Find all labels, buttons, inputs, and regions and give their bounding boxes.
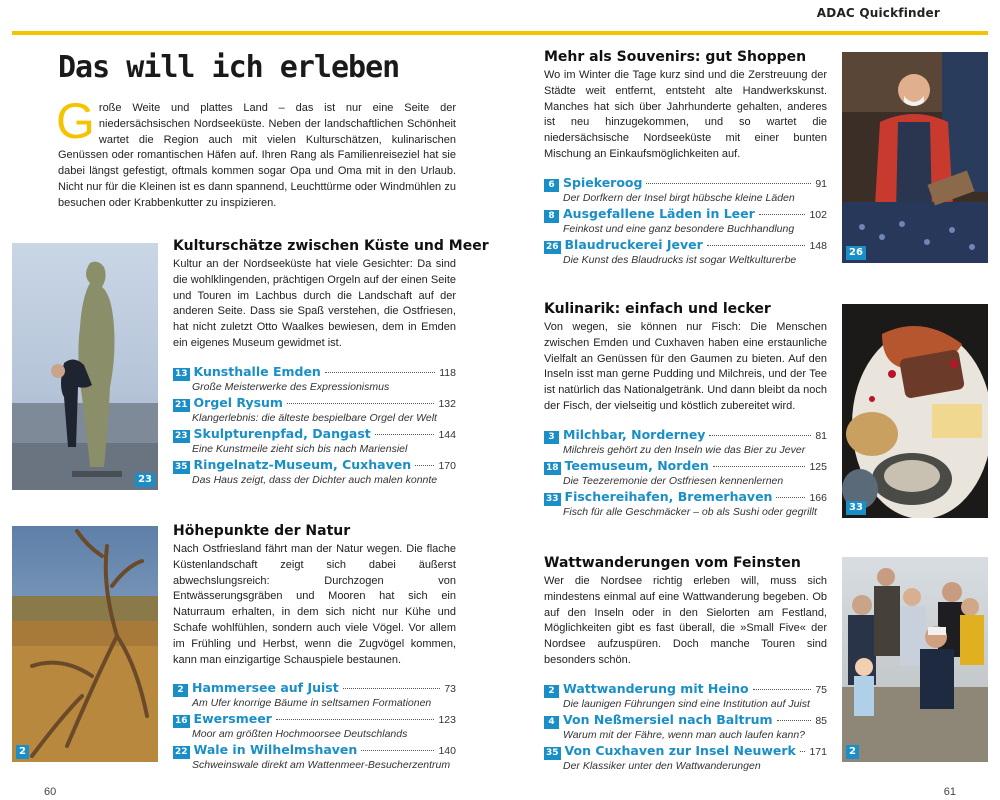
entry-page: 81 — [815, 429, 827, 442]
entry[interactable] — [173, 395, 456, 425]
section-shoppen — [544, 49, 827, 268]
entry-number: 8 — [544, 210, 559, 223]
page-number-left: 60 — [44, 786, 57, 798]
photo-badge: 26 — [846, 246, 866, 260]
entry-title[interactable]: Wale in Wilhelmshaven — [193, 742, 358, 758]
entry-page: 85 — [815, 714, 827, 727]
leader-dots — [800, 751, 806, 752]
leader-dots — [415, 465, 434, 466]
entry[interactable] — [544, 427, 827, 457]
entry-page: 144 — [438, 428, 456, 441]
entry-page: 166 — [809, 491, 827, 504]
entry-page: 132 — [438, 397, 456, 410]
entry-description: Milchreis gehört zu den Inseln wie das Bier zu Jever — [563, 443, 806, 456]
photo-badge: 2 — [16, 745, 29, 759]
entry-description: Moor am größten Hochmoorsee Deutschlands — [192, 728, 408, 741]
entry[interactable] — [544, 206, 827, 236]
entry-page: 118 — [439, 366, 456, 379]
section-title: Kulturschätze zwischen Küste und Meer — [173, 238, 489, 254]
entry-number: 6 — [544, 179, 559, 192]
leader-dots — [375, 434, 435, 435]
entry-title[interactable]: Orgel Rysum — [193, 394, 283, 410]
intro-paragraph — [56, 93, 456, 212]
entry-title[interactable]: Fischereihafen, Bremerhaven — [564, 488, 773, 504]
leader-dots — [361, 750, 434, 751]
entry[interactable] — [544, 175, 827, 205]
entry-description: Die Kunst des Blaudrucks ist sogar Weltkulturerbe — [563, 253, 797, 266]
entry-page: 125 — [809, 460, 827, 473]
entry-list — [544, 427, 827, 519]
entry-number: 16 — [175, 716, 188, 727]
entry-number: 2 — [544, 685, 559, 698]
page-title: Das will ich erleben — [58, 50, 400, 85]
entry-title[interactable]: Ausgefallene Läden in Leer — [563, 205, 755, 221]
entry-number: 26 — [546, 241, 559, 252]
entry-page: 123 — [438, 714, 456, 727]
entry-title[interactable]: Ringelnatz-Museum, Cuxhaven — [193, 456, 412, 472]
entry[interactable] — [173, 742, 456, 772]
leader-dots — [276, 719, 435, 720]
entry-page: 170 — [438, 459, 456, 472]
entry[interactable] — [544, 712, 827, 742]
entry[interactable] — [173, 426, 456, 456]
entry-list — [544, 681, 827, 773]
entry-page: 91 — [815, 177, 827, 190]
entry-description: Fisch für alle Geschmäcker – ob als Sushi oder gegrillt — [563, 505, 817, 518]
section-kulinarik — [544, 301, 827, 520]
entry-title[interactable]: Skulpturenpfad, Dangast — [193, 425, 371, 441]
entry-page: 171 — [809, 745, 827, 758]
photo-badge: 33 — [846, 501, 866, 515]
entry-title[interactable]: Ewersmeer — [193, 711, 272, 727]
photo-badge: 2 — [846, 745, 859, 759]
entry-number: 33 — [546, 493, 559, 504]
entry-number: 3 — [544, 431, 559, 444]
entry[interactable] — [173, 680, 456, 710]
entry[interactable] — [544, 237, 827, 267]
leader-dots — [709, 435, 811, 436]
entry-list — [173, 364, 456, 487]
entry-list — [173, 680, 456, 772]
entry-description: Der Dorfkern der Insel birgt hübsche kleine Läden — [563, 191, 795, 204]
entry-description: Die launigen Führungen sind eine Institution auf Juist — [563, 697, 810, 710]
entry[interactable] — [544, 681, 827, 711]
entry-description: Der Klassiker unter den Wattwanderungen — [563, 759, 761, 772]
section-title: Wattwanderungen vom Feinsten — [544, 555, 801, 571]
entry-title[interactable]: Teemuseum, Norden — [564, 457, 709, 473]
entry-number: 35 — [546, 747, 559, 758]
page-number-right: 61 — [943, 786, 956, 798]
section-title: Höhepunkte der Natur — [173, 523, 351, 539]
leader-dots — [759, 214, 806, 215]
section-title: Kulinarik: einfach und lecker — [544, 301, 771, 317]
entry-description: Klangerlebnis: die älteste bespielbare Orgel der Welt — [192, 411, 437, 424]
entry-title[interactable]: Von Cuxhaven zur Insel Neuwerk — [564, 742, 796, 758]
header-rule — [12, 31, 988, 35]
leader-dots — [753, 689, 812, 690]
entry-title[interactable]: Spiekeroog — [563, 174, 643, 190]
wattwanderung-image — [842, 557, 988, 762]
entry[interactable] — [173, 711, 456, 741]
nature-image — [12, 526, 158, 762]
entry-title[interactable]: Wattwanderung mit Heino — [563, 680, 749, 696]
leader-dots — [713, 466, 806, 467]
entry-page: 75 — [815, 683, 827, 696]
section-body: Nach Ostfriesland fährt man der Natur wegen. Die flache Küstenlandschaft zeigt sich dabei äußerst abwechslungsreich: Durchzogen von Entwässerungsgräben und Mooren hat sich ein Naturraum erhalten, in dem sich nicht nur Kühe und Schafe wohlfühlen, sondern auch viele Vögel. Vor allem im Frühling und Herbst, wenn die Zugvögel kommen, kann man einzigartige Schauspiele bestaunen. — [173, 543, 456, 666]
entry-number: 23 — [175, 430, 188, 441]
leader-dots — [343, 688, 441, 689]
section-body: Wo im Winter die Tage kurz sind und die Zerstreuung der Städte weit entfernt, entsteht alte Handwerkskunst. Manches hat sich über Jahrhunderte gehalten, anderes ist neu hinzugekommen, und so wartet die niedersächsische Nordseeküste mit einer bunten Mischung an Einkaufsmöglichkeiten auf. — [544, 69, 827, 160]
blaudruck-image — [842, 52, 988, 263]
photo-wattwanderung — [842, 557, 988, 762]
leader-dots — [707, 245, 806, 246]
entry-title[interactable]: Milchbar, Norderney — [563, 426, 706, 442]
leader-dots — [776, 497, 805, 498]
leader-dots — [646, 183, 811, 184]
entry-number: 13 — [175, 368, 188, 379]
entry-description: Am Ufer knorrige Bäume in seltsamen Formationen — [192, 697, 432, 710]
leader-dots — [325, 372, 435, 373]
section-body: Kultur an der Nordseeküste hat viele Gesichter: Da sind die wohlklingenden, prächtigen Orgeln auf der einen Seite und Touren im Lachbus durch die Landschaft auf der anderen Seite. Dass sie Spaß verstehen, die Ostfriesen, hat nicht zuletzt Otto Waalkes bewiesen, dem in Emden ein eigenes Museum gewidmet ist. — [173, 258, 456, 349]
entry-number: 22 — [175, 747, 188, 758]
photo-blaudruck — [842, 52, 988, 263]
header-label: ADAC Quickfinder — [816, 6, 940, 20]
entry-number: 18 — [546, 462, 559, 473]
entry-number: 35 — [175, 461, 188, 472]
entry-number: 2 — [173, 684, 188, 697]
entry-title[interactable]: Kunsthalle Emden — [193, 363, 321, 379]
entry[interactable] — [544, 458, 827, 488]
entry-list — [544, 175, 827, 267]
intro-text: roße Weite und plattes Land – das ist nur eine Seite der niedersächsischen Nordseeküste. Neben der landschaftlichen Schönheit wartet die Region auch mit vielen Kulturschätzen, kulinarischen Genüssen oder romantischen Häfen auf. Ihren Rang als Familienreiseziel hat sie dabei längst gefestigt, oftmals kommen sogar Opa und Oma mit in den Urlaub. Nicht nur für die Kleinen ist es dann spannend, Leuchttürme oder Windmühlen zu besuchen oder Krabbenkutter zu inspizieren. — [58, 102, 456, 209]
entry[interactable] — [544, 489, 827, 519]
entry-page: 73 — [444, 683, 456, 696]
section-body: Von wegen, sie können nur Fisch: Die Menschen zwischen Emden und Cuxhaven haben eine erstaunliche Vielfalt an Genüssen für den Gaumen zu bieten. Auf den Inseln isst man gerne Pudding und Milchreis, und der Tee ist natürlich das Nationalgetränk. Und dann bleibt da noch der Fisch, der vielseitig und köstlich zubereitet wird. — [544, 321, 827, 412]
leader-dots — [777, 720, 812, 721]
entry-description: Eine Kunstmeile zieht sich bis nach Mariensiel — [192, 442, 408, 455]
entry[interactable] — [544, 743, 827, 773]
drop-cap: G — [56, 93, 95, 149]
food-image — [842, 304, 988, 518]
leader-dots — [287, 403, 435, 404]
photo-food — [842, 304, 988, 518]
entry-description: Schweinswale direkt am Wattenmeer-Besucherzentrum — [192, 759, 451, 772]
section-body: Wer die Nordsee richtig erleben will, muss sich mindestens einmal auf eine Wattwanderung begeben. Ob auf den Inseln oder in den Sielorten am Festland, Möglichkeiten gibt es fast überall, die »Small Five« der Nordsee aufzuspüren. Doch manche Touren sind besonders schön. — [544, 575, 827, 666]
entry-description: Feinkost und eine ganz besondere Buchhandlung — [563, 222, 795, 235]
entry-description: Warum mit der Fähre, wenn man auch laufen kann? — [563, 728, 806, 741]
sculpture-image — [12, 243, 158, 490]
section-kultur — [173, 238, 489, 488]
entry-title[interactable]: Hammersee auf Juist — [192, 680, 339, 696]
entry-page: 148 — [809, 239, 827, 252]
entry-description: Das Haus zeigt, dass der Dichter auch malen konnte — [192, 473, 438, 486]
entry-description: Die Teezeremonie der Ostfriesen kennenlernen — [563, 474, 784, 487]
entry-number: 4 — [544, 716, 559, 729]
entry-page: 102 — [809, 208, 827, 221]
entry-title[interactable]: Blaudruckerei Jever — [564, 236, 703, 252]
section-watt — [544, 555, 827, 774]
entry[interactable] — [173, 457, 456, 487]
entry-description: Große Meisterwerke des Expressionismus — [192, 380, 390, 393]
entry-title[interactable]: Von Neßmersiel nach Baltrum — [563, 711, 773, 727]
photo-nature — [12, 526, 158, 762]
photo-sculpture — [12, 243, 158, 490]
entry-number: 21 — [175, 399, 188, 410]
section-natur — [173, 523, 456, 773]
section-title: Mehr als Souvenirs: gut Shoppen — [544, 49, 807, 65]
photo-badge: 23 — [135, 473, 155, 487]
entry[interactable] — [173, 364, 456, 394]
entry-page: 140 — [438, 745, 456, 758]
